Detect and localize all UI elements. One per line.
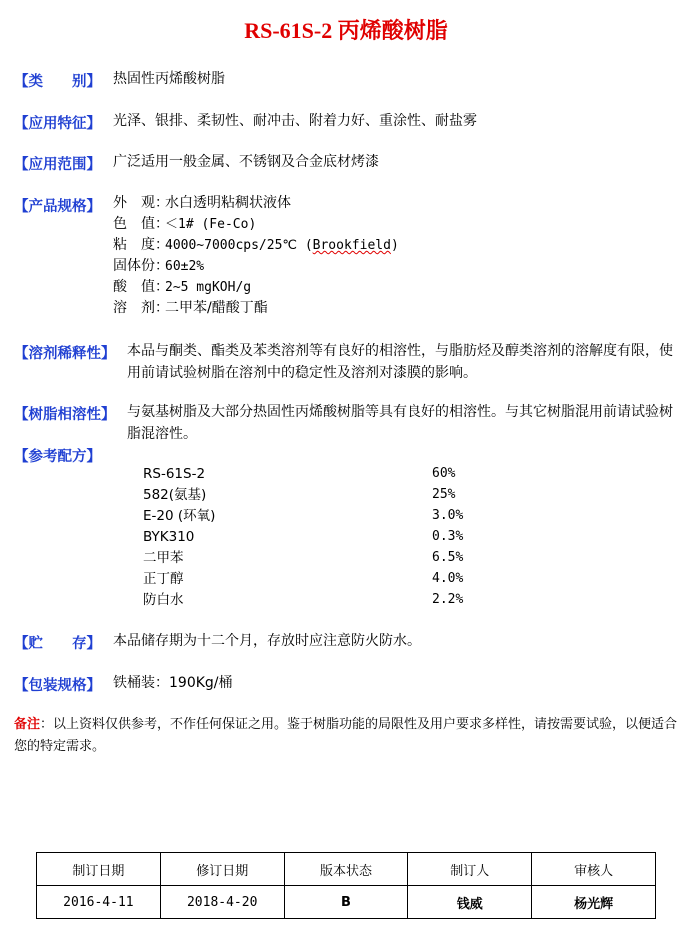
header-author: 制订人 — [408, 853, 532, 886]
spec-value: 二甲苯/醋酸丁酯 — [165, 300, 268, 316]
spec-value: 60±2% — [165, 259, 205, 274]
formula-row: BYK310 — [143, 529, 195, 545]
revision-value-row — [37, 886, 656, 919]
disclaimer-note — [14, 714, 680, 758]
spec-value: 4000~7000cps/25℃ ( — [165, 238, 313, 253]
spec-row-solvent — [113, 298, 268, 318]
reviewer: 杨光辉 — [532, 886, 656, 919]
dilution-label: 【溶剂稀释性】 — [14, 346, 116, 362]
spec-key: 色 值： — [113, 216, 169, 232]
storage-label: 【贮 存】 — [14, 636, 101, 652]
note-label: 备注 — [14, 717, 41, 732]
formula-pct: 6.5% — [432, 550, 464, 565]
formula-row: 正丁醇 — [143, 571, 184, 587]
formula-pct: 60% — [432, 466, 456, 481]
spec-key: 固体份： — [113, 258, 169, 274]
formula-pct: 4.0% — [432, 571, 464, 586]
formula-pct: 3.0% — [432, 508, 464, 523]
spec-value-brookfield: Brookfield — [312, 238, 391, 253]
spec-key: 溶 剂： — [113, 300, 169, 316]
category-label: 【类 别】 — [14, 74, 101, 90]
specs-label: 【产品规格】 — [14, 199, 101, 215]
spec-row-appearance — [113, 193, 291, 213]
spec-row-acid-value — [113, 277, 251, 297]
formula-pct: 0.3% — [432, 529, 464, 544]
spec-value-close: ) — [390, 238, 399, 253]
note-text: ：以上资料仅供参考，不作任何保证之用。鉴于树脂功能的局限性及用户要求多样性，请按需要试验，以便适合您的特定需求。 — [14, 717, 678, 754]
storage-text: 本品储存期为十二个月，存放时应注意防火防水。 — [113, 633, 421, 649]
packing-label: 【包装规格】 — [14, 678, 101, 694]
version: B — [284, 886, 408, 919]
created-date: 2016-4-11 — [37, 886, 161, 919]
formula-label: 【参考配方】 — [14, 449, 101, 465]
revised-date: 2018-4-20 — [160, 886, 284, 919]
revision-table — [36, 852, 656, 919]
spec-key: 外 观： — [113, 195, 169, 211]
spec-value: 2~5 mgKOH/g — [165, 280, 252, 295]
header-version: 版本状态 — [284, 853, 408, 886]
dilution-text: 本品与酮类、酯类及苯类溶剂等有良好的相溶性，与脂肪烃及醇类溶剂的溶解度有限，使用前请试验树脂在溶剂中的稳定性及溶剂对漆膜的影响。 — [127, 343, 673, 381]
spec-row-viscosity — [113, 235, 399, 255]
packing-text: 铁桶装：190Kg/桶 — [113, 675, 233, 691]
formula-row: 防白水 — [143, 592, 184, 608]
revision-header-row — [37, 853, 656, 886]
spec-key: 酸 值： — [113, 279, 169, 295]
document-title: RS-61S-2 丙烯酸树脂 — [244, 18, 448, 43]
header-created-date: 制订日期 — [37, 853, 161, 886]
spec-row-solids — [113, 256, 204, 276]
header-reviewer: 审核人 — [532, 853, 656, 886]
features-label: 【应用特征】 — [14, 116, 101, 132]
scope-text: 广泛适用一般金属、不锈钢及合金底材烤漆 — [113, 154, 379, 170]
formula-row: 582(氨基) — [143, 487, 207, 503]
features-text: 光泽、银排、柔韧性、耐冲击、附着力好、重涂性、耐盐雾 — [113, 113, 477, 129]
spec-value: ＜1# (Fe-Co) — [165, 217, 257, 232]
formula-row: 二甲苯 — [143, 550, 184, 566]
category-text: 热固性丙烯酸树脂 — [113, 71, 225, 87]
spec-row-color — [113, 214, 256, 234]
formula-pct: 2.2% — [432, 592, 464, 607]
formula-row: E-20 (环氧) — [143, 508, 216, 524]
author: 钱威 — [408, 886, 532, 919]
formula-pct: 25% — [432, 487, 456, 502]
scope-label: 【应用范围】 — [14, 157, 101, 173]
spec-value: 水白透明粘稠状液体 — [165, 195, 291, 211]
header-revised-date: 修订日期 — [160, 853, 284, 886]
spec-key: 粘 度： — [113, 237, 169, 253]
compat-label: 【树脂相溶性】 — [14, 407, 116, 423]
formula-row: RS-61S-2 — [143, 466, 206, 482]
compat-text: 与氨基树脂及大部分热固性丙烯酸树脂等具有良好的相溶性。与其它树脂混用前请试验树脂混溶性。 — [127, 404, 673, 442]
